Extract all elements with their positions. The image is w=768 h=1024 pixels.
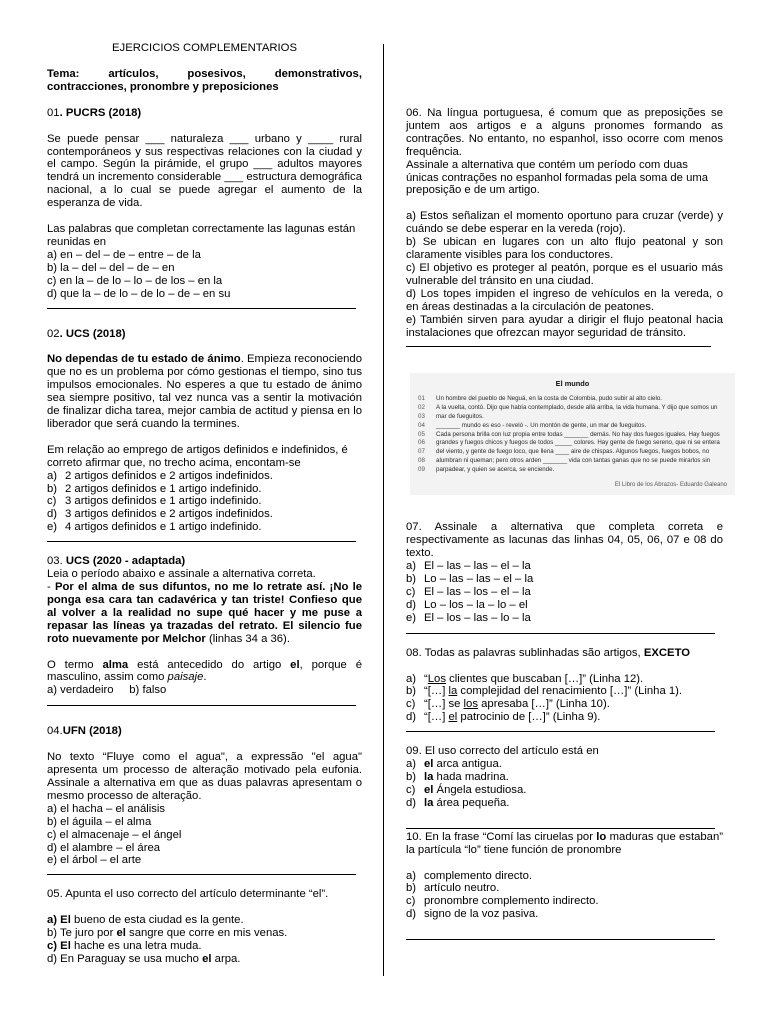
topic-line xyxy=(47,68,362,81)
topic-word: artículos, xyxy=(108,67,159,80)
q02-option-e: e) 4 artigos definidos e 1 artigo indefinido. xyxy=(47,521,262,534)
text-excerpt xyxy=(410,373,735,495)
q09-option-a: a) el arca antigua. xyxy=(406,758,502,771)
q05-text: 05. Apunta el uso correcto del artículo determinante “el”. xyxy=(47,888,329,901)
q04-option-d: d) el alambre – el área xyxy=(47,841,161,854)
q06-text: 06. Na língua portuguesa, é comum que as preposições se juntem aos artigos e a alguns pronomes formando as contrações. No entanto, no espanhol, isso ocorre com menos frequência. xyxy=(406,107,723,158)
q05-option-c: c) El hache es una letra muda. xyxy=(47,940,202,953)
excerpt-source: El Libro de los Abrazos- Eduardo Galeano xyxy=(614,481,727,488)
q07-option-a: a) El – las – las – el – la xyxy=(406,560,531,573)
q06-option-e: e) También sirven para ayudar a dirigir el flujo peatonal hacia instalaciones que ofrezcan mayor seguridad de tránsito. xyxy=(406,313,723,339)
q03-options: a) verdadeiro b) falso xyxy=(47,684,167,697)
q03-quote: - Por el alma de sus difuntos, no me lo retrate así. ¡No le ponga esa cara tan cadavérica y tan triste! Confieso que al volver a la realidad no supe qué hacer y me puse a repasar las líneas ya trazadas del retrato. El silencio fue roto nuevamente por Melchor (linhas 34 a 36). xyxy=(47,581,362,645)
q08-text: 08. Todas as palavras sublinhadas são artigos, EXCETO xyxy=(406,646,691,659)
q02-option-b: b) 2 artigos definidos e 1 artigo indefinido. xyxy=(47,482,262,495)
q03-statement: O termo alma está antecedido do artigo el, porque é masculino, assim como paisaje. xyxy=(47,658,362,684)
excerpt-line: 04 _______ mundo es eso - reveló -. Un montón de gente, un mar de fueguitos. xyxy=(418,421,647,429)
q02-option-a: a) 2 artigos definidos e 2 artigos indefinidos. xyxy=(47,469,273,482)
q04-option-c: c) el almacenaje – el ángel xyxy=(47,828,182,841)
q01-text: Se puede pensar ___ naturaleza ___ urbano y ____ rural contemporáneos y sus respectivas relaciones con la ciudad y el campo. Según la pirámide, el grupo ___ adultos mayores tendrá un incremento considerable ___ estructura demográfica nacional, a lo cual se puede agregar el aumento de la esperanza de vida. xyxy=(47,132,362,210)
q02-heading: 02. UCS (2018) xyxy=(47,327,126,340)
q02-prompt: Em relação ao emprego de artigos definidos e indefinidos, é correto afirmar que, no trecho acima, encontam-se xyxy=(47,443,348,469)
q10-option-a: a) complemento directo. xyxy=(406,869,532,882)
separator xyxy=(406,828,715,829)
q01-prompt: Las palabras que completan correctamente las lagunas están reunidas en xyxy=(47,223,356,248)
page-title: EJERCICIOS COMPLEMENTARIOS xyxy=(112,42,297,54)
right-column xyxy=(406,107,727,940)
q05-option-d: d) En Paraguay se usa mucho el arpa. xyxy=(47,952,241,965)
q06-prompt: Assinale a alternativa que contém um período com duas únicas contrações no espanhol formadas pela soma de uma preposição e de um artigo. xyxy=(406,158,709,197)
topic-word: posesivos, xyxy=(187,67,246,80)
excerpt-line: 05 Cada persona brilla con luz propia entre todas _______ demás. No hay dos fuegos iguales. Hay fuegos xyxy=(418,430,720,438)
excerpt-line: 09 parpadear, y quien se acerca, se enciende. xyxy=(418,465,555,473)
q09-option-b: b) la hada madrina. xyxy=(406,770,509,783)
q02-text: No dependas de tu estado de ánimo. Empieza reconociendo que no es un problema por cómo gestionas el tiempo, sino tus impulsos emocionales. No esperes a que tu estado de ánimo sea siempre positivo, tal vez nunca vas a sentir la motivación de finalizar dicha tarea, mejor cambia de actitud y piensa en lo liberador que será cuando la termines. xyxy=(47,353,362,430)
q09-text: 09. El uso correcto del artículo está en xyxy=(406,745,599,758)
q05-option-b: b) Te juro por el sangre que corre en mis venas. xyxy=(47,927,288,940)
q07-option-d: d) Lo – los – la – lo – el xyxy=(406,598,528,611)
q08-option-b: b) “[…] la complejidad del renacimiento […]” (Linha 1). xyxy=(406,685,683,698)
q06-option-c: c) El objetivo es proteger al peatón, porque es el usuario más vulnerable del tránsito en una ciudad. xyxy=(406,261,723,287)
q08-option-c: c) “[…] se los apresaba […]” (Linha 10). xyxy=(406,698,610,711)
topic-line-2: contracciones, pronombre y preposiciones xyxy=(47,80,279,93)
q09-option-c: c) el Ángela estudiosa. xyxy=(406,783,527,796)
left-column xyxy=(47,42,362,966)
q03-intro: Leia o período abaixo e assinale a alternativa correta. xyxy=(47,568,316,581)
q04-text: No texto “Fluye como el agua", a expressão "el agua" apresenta um processo de alteração motivado pela eufonia. Assinale a alternativa em que as duas palavras apresentam o mesmo processo de alteração. xyxy=(47,751,362,802)
q09-option-d: d) la área pequeña. xyxy=(406,796,510,809)
q01-option-a: a) en – del – de – entre – de la xyxy=(47,248,201,261)
q06-option-a: a) Estos señalizan el momento oportuno para cruzar (verde) y cuándo se debe esperar en la vereda (rojo). xyxy=(406,210,723,236)
q06-option-b: b) Se ubican en lugares con un alto flujo peatonal y son claramente visibles para los conductores. xyxy=(406,236,723,262)
q07-text: 07. Assinale a alternativa que completa correta e respectivamente as lacunas das linhas 04, 05, 06, 07 e 08 do texto. xyxy=(406,521,723,560)
q02-option-d: d) 3 artigos definidos e 2 artigos indefinidos. xyxy=(47,508,273,521)
q10-option-d: d) signo de la voz pasiva. xyxy=(406,908,539,921)
q04-option-b: b) el águila – el alma xyxy=(47,815,152,828)
separator xyxy=(406,939,715,940)
q10-text: 10. En la frase “Comí las ciruelas por lo maduras que estaban” la partícula “lo” tiene función de pronombre xyxy=(406,830,723,856)
q08-option-a: a) “Los clientes que buscaban […]” (Linha 12). xyxy=(406,672,644,685)
q04-option-a: a) el hacha – el análisis xyxy=(47,802,166,815)
excerpt-line: 06 grandes y fuegos chicos y fuegos de todos _____ colores. Hay gente de fuego sereno, que ni se entera xyxy=(418,439,720,447)
excerpt-line: 08 alumbran ni queman; pero otros arden _______ vida con tantas ganas que no se puede mirarlos sin xyxy=(418,456,711,464)
q07-option-c: c) El – las – los – el – la xyxy=(406,585,531,598)
q01-option-d: d) que la – de lo – de lo – de – en su xyxy=(47,287,231,300)
excerpt-line: 07 del viento, y gente de fuego loco, que llena ____ aire de chispas. Algunos fuegos, fuegos bobos, no xyxy=(418,448,710,456)
topic-word: demonstrativos, xyxy=(274,67,362,80)
q08-option-d: d) “[…] el patrocinio de […]” (Linha 9). xyxy=(406,711,601,724)
q01-heading: 01. PUCRS (2018) xyxy=(47,106,142,119)
excerpt-line: 01 Un hombre del pueblo de Neguá, en la costa de Colombia, pudo subir al alto cielo. xyxy=(418,395,662,403)
q01-option-c: c) en la – de lo – lo – de los – en la xyxy=(47,274,223,287)
q04-heading: 04.UFN (2018) xyxy=(47,725,122,738)
column-divider xyxy=(383,44,384,976)
excerpt-title: El mundo xyxy=(555,379,590,389)
q04-option-e: e) el árbol – el arte xyxy=(47,854,142,867)
q07-option-e: e) El – los – las – lo – la xyxy=(406,611,531,624)
q10-option-b: b) artículo neutro. xyxy=(406,882,500,895)
q06-option-d: d) Los topes impiden el ingreso de vehículos en la vereda, o en áreas destinadas a la circulación de peatones. xyxy=(406,287,723,313)
q01-option-b: b) la – del – del – de – en xyxy=(47,261,175,274)
q02-option-c: c) 3 artigos definidos e 1 artigo indefinido. xyxy=(47,495,262,508)
topic-label: Tema: xyxy=(47,67,80,80)
q07-option-b: b) Lo – las – las – el – la xyxy=(406,573,534,585)
q03-heading: 03. UCS (2020 - adaptada) xyxy=(47,555,186,568)
excerpt-line: 02 A la vuelta, contó. Dijo que había contemplado, desde allá arriba, la vida humana. Y dijo que somos un xyxy=(418,404,718,412)
q10-option-c: c) pronombre complemento indirecto. xyxy=(406,895,599,908)
excerpt-line: 03 mar de fueguitos. xyxy=(418,413,484,420)
q05-option-a: a) El bueno de esta ciudad es la gente. xyxy=(47,914,244,927)
